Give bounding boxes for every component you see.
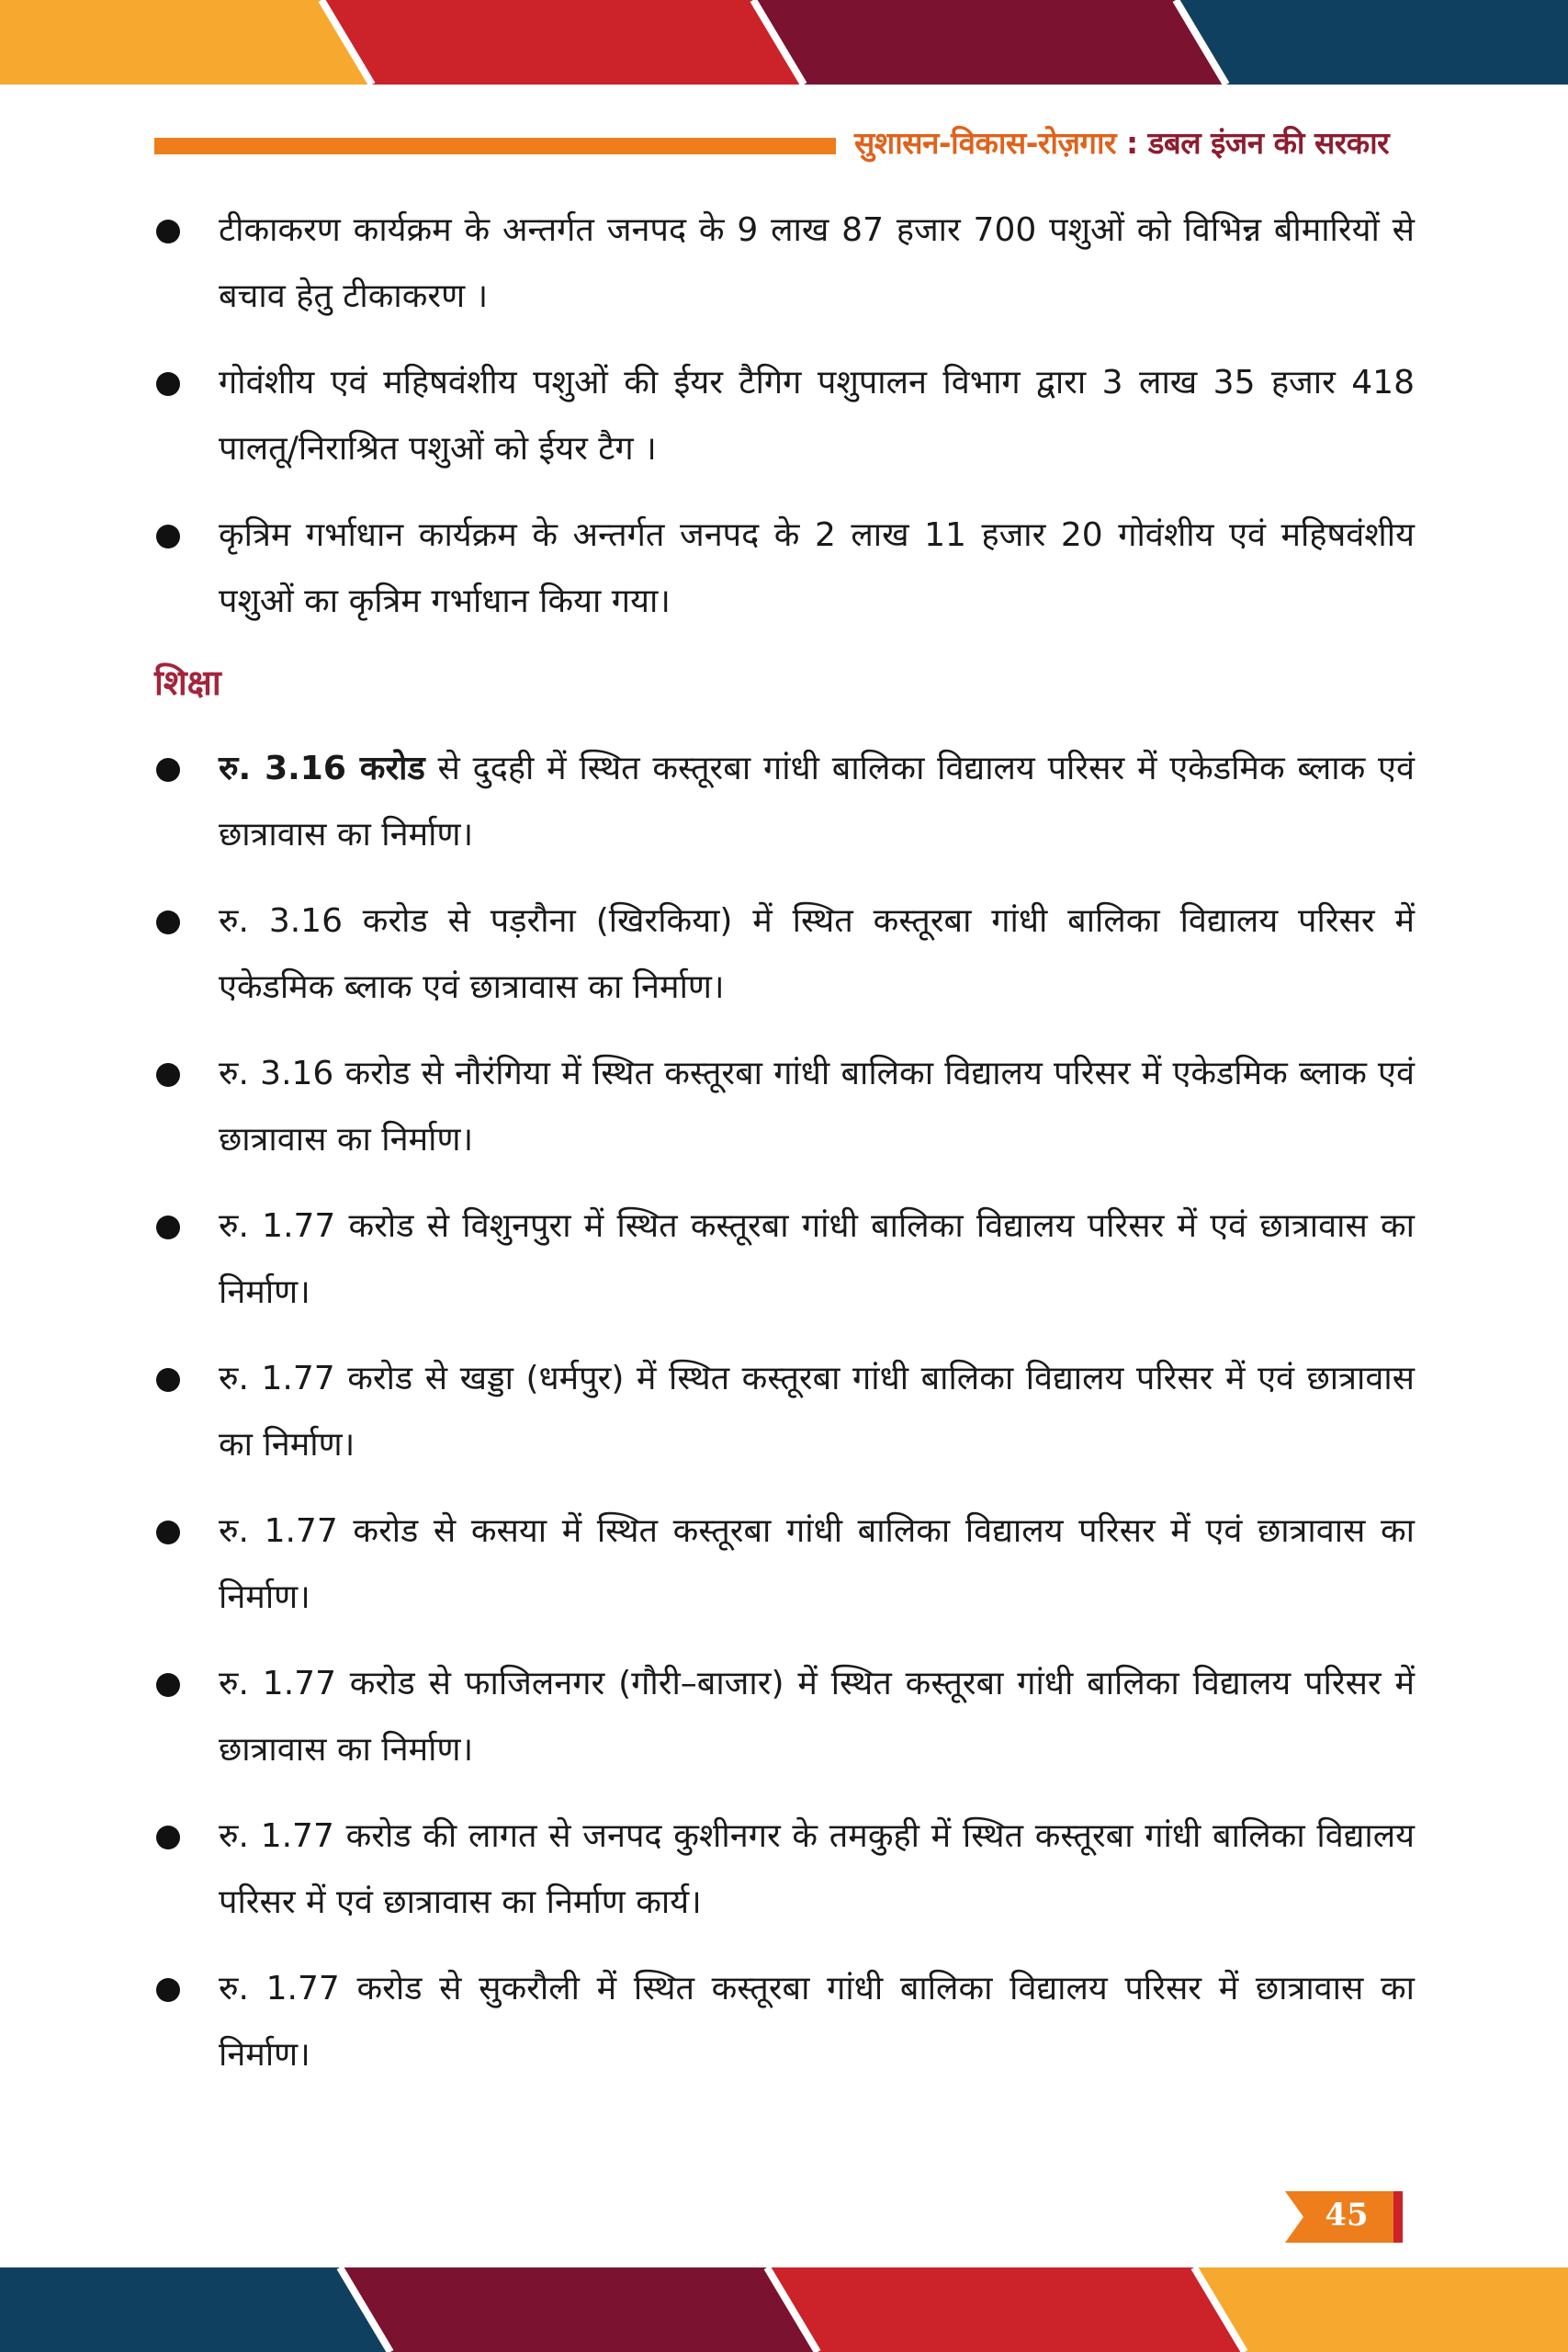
list-item	[154, 350, 1415, 482]
list-item	[154, 1956, 1415, 2088]
page-number-tab	[1280, 2191, 1408, 2243]
list-item-text: रु. 1.77 करोड से कसया में स्थित कस्तूरबा गांधी बालिका विद्यालय परिसर में एवं छात्रावास का निर्माण।	[219, 1512, 1415, 1616]
list-item-text: टीकाकरण कार्यक्रम के अन्तर्गत जनपद के 9 लाख 87 हजार 700 पशुओं को विभिन्न बीमारियों से बचाव हेतु टीकाकरण ।	[219, 211, 1415, 315]
bullet-icon	[156, 1978, 180, 2002]
header-title-part1: सुशासन-विकास-रोज़गार	[854, 125, 1117, 161]
list-item-amount: रु. 3.16 करोड	[219, 750, 425, 787]
bullet-icon	[156, 1673, 180, 1697]
page-content	[154, 198, 1415, 2109]
bullet-icon	[156, 758, 180, 782]
bottom-color-band	[0, 2267, 1568, 2352]
bullet-icon	[156, 1063, 180, 1087]
bullet-icon	[156, 1521, 180, 1544]
list-item	[154, 1804, 1415, 1936]
list-item	[154, 1651, 1415, 1783]
list-item	[154, 1193, 1415, 1326]
header-title-part2: : डबल इंजन की सरकार	[1116, 125, 1390, 161]
section-heading-education: शिक्षा	[154, 662, 221, 703]
education-list	[154, 736, 1415, 2088]
list-item-text: रु. 1.77 करोड से खड्डा (धर्मपुर) में स्थित कस्तूरबा गांधी बालिका विद्यालय परिसर में एवं छात्रावास का निर्माण।	[219, 1360, 1415, 1464]
list-item-text: रु. 3.16 करोड से नौरंगिया में स्थित कस्तूरबा गांधी बालिका विद्यालय परिसर में एकेडमिक ब्लाक एवं छात्रावास का निर्माण।	[219, 1055, 1415, 1159]
list-item	[154, 198, 1415, 330]
bullet-icon	[156, 1216, 180, 1239]
bullet-icon	[156, 1826, 180, 1849]
list-item-text: गोवंशीय एवं महिषवंशीय पशुओं की ईयर टैगिग पशुपालन विभाग द्वारा 3 लाख 35 हजार 418 पालतू/निराश्रित पशुओं को ईयर टैग ।	[219, 364, 1415, 468]
page-number: 45	[1325, 2197, 1369, 2233]
list-item	[154, 736, 1415, 868]
livestock-list	[154, 198, 1415, 635]
list-item-text: से दुदही में स्थित कस्तूरबा गांधी बालिका विद्यालय परिसर में एकेडमिक ब्लाक एवं छात्रावास का निर्माण।	[219, 750, 1415, 854]
list-item	[154, 1041, 1415, 1173]
list-item	[154, 503, 1415, 635]
header-accent-bar	[154, 138, 836, 154]
list-item	[154, 1498, 1415, 1631]
top-color-band	[0, 0, 1568, 85]
bullet-icon	[156, 220, 180, 243]
list-item	[154, 888, 1415, 1021]
bullet-icon	[156, 525, 180, 548]
list-item	[154, 1346, 1415, 1478]
list-item-text: कृत्रिम गर्भाधान कार्यक्रम के अन्तर्गत जनपद के 2 लाख 11 हजार 20 गोवंशीय एवं महिषवंशीय पशुओं का कृत्रिम गर्भाधान किया गया।	[219, 516, 1415, 620]
list-item-text: रु. 1.77 करोड से विशुनपुरा में स्थित कस्तूरबा गांधी बालिका विद्यालय परिसर में एवं छात्रावास का निर्माण।	[219, 1207, 1415, 1311]
bullet-icon	[156, 910, 180, 934]
bullet-icon	[156, 1368, 180, 1392]
list-item-text: रु. 1.77 करोड से फाजिलनगर (गौरी–बाजार) में स्थित कस्तूरबा गांधी बालिका विद्यालय परिसर में छात्रावास का निर्माण।	[219, 1665, 1415, 1769]
list-item-text: रु. 1.77 करोड की लागत से जनपद कुशीनगर के तमकुही में स्थित कस्तूरबा गांधी बालिका विद्यालय परिसर में एवं छात्रावास का निर्माण कार्य।	[219, 1817, 1416, 1921]
header-title	[854, 121, 1415, 163]
list-item-text: रु. 1.77 करोड से सुकरौली में स्थित कस्तूरबा गांधी बालिका विद्यालय परिसर में छात्रावास का निर्माण।	[219, 1970, 1415, 2074]
bullet-icon	[156, 372, 180, 396]
list-item-text: रु. 3.16 करोड से पड़रौना (खिरकिया) में स्थित कस्तूरबा गांधी बालिका विद्यालय परिसर में एकेडमिक ब्लाक एवं छात्रावास का निर्माण।	[219, 902, 1415, 1006]
